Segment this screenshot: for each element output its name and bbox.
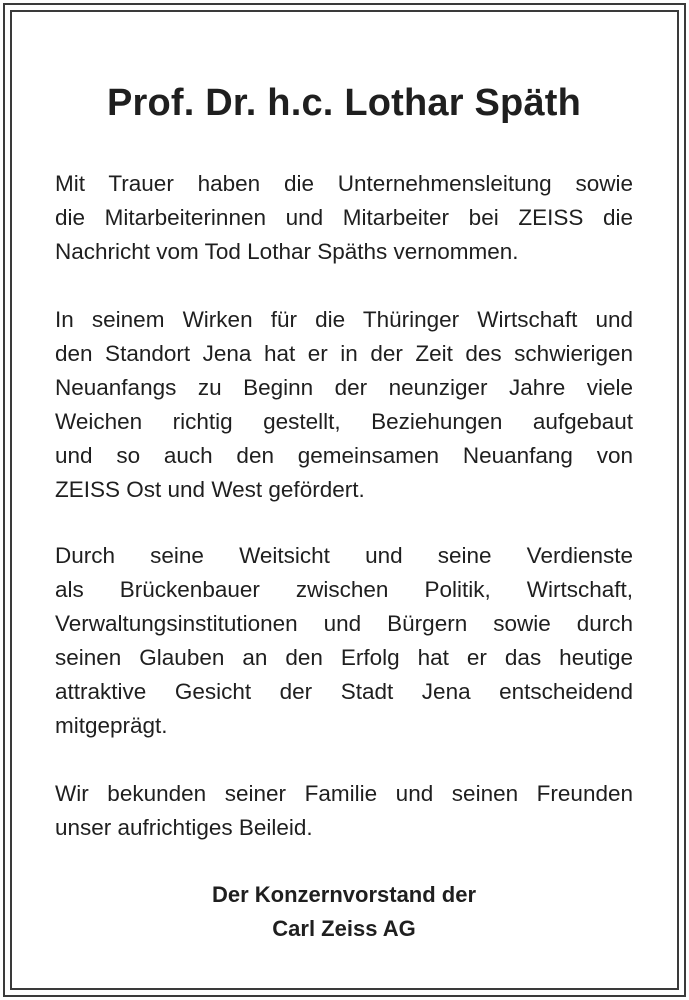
text-line: attraktive Gesicht der Stadt Jena entscheidend — [55, 679, 633, 704]
text-line: Nachricht vom Tod Lothar Späths vernommen. — [55, 239, 519, 264]
text-line: und so auch den gemeinsamen Neuanfang von — [55, 443, 633, 468]
paragraph-sympathy — [55, 777, 633, 845]
text-line: als Brückenbauer zwischen Politik, Wirtschaft, — [55, 577, 633, 602]
text-line: Wir bekunden seiner Familie und seinen Freunden — [55, 781, 633, 806]
text-line: seinen Glauben an den Erfolg hat er das heutige — [55, 645, 633, 670]
text-line: Verwaltungsinstitutionen und Bürgern sowie durch — [55, 611, 633, 636]
text-line: mitgeprägt. — [55, 713, 168, 738]
text-line: den Standort Jena hat er in der Zeit des schwierigen — [55, 341, 633, 366]
text-line: Weichen richtig gestellt, Beziehungen aufgebaut — [55, 409, 633, 434]
text-line: Neuanfangs zu Beginn der neunziger Jahre viele — [55, 375, 633, 400]
paragraph-achievements-thuringia — [55, 303, 633, 507]
paragraph-condolence-intro — [55, 167, 633, 269]
signature-company: Carl Zeiss AG — [272, 916, 416, 941]
text-line: die Mitarbeiterinnen und Mitarbeiter bei ZEISS die — [55, 205, 633, 230]
text-line: In seinem Wirken für die Thüringer Wirtschaft und — [55, 307, 633, 332]
text-line: Mit Trauer haben die Unternehmensleitung sowie — [55, 171, 633, 196]
signature-block — [55, 878, 633, 946]
paragraph-achievements-jena — [55, 539, 633, 743]
text-line: ZEISS Ost und West gefördert. — [55, 477, 365, 502]
text-line: unser aufrichtiges Beileid. — [55, 815, 313, 840]
notice-title: Prof. Dr. h.c. Lothar Späth — [106, 82, 582, 124]
signature-line: Der Konzernvorstand der — [211, 882, 477, 907]
text-line: Durch seine Weitsicht und seine Verdienste — [55, 543, 633, 568]
